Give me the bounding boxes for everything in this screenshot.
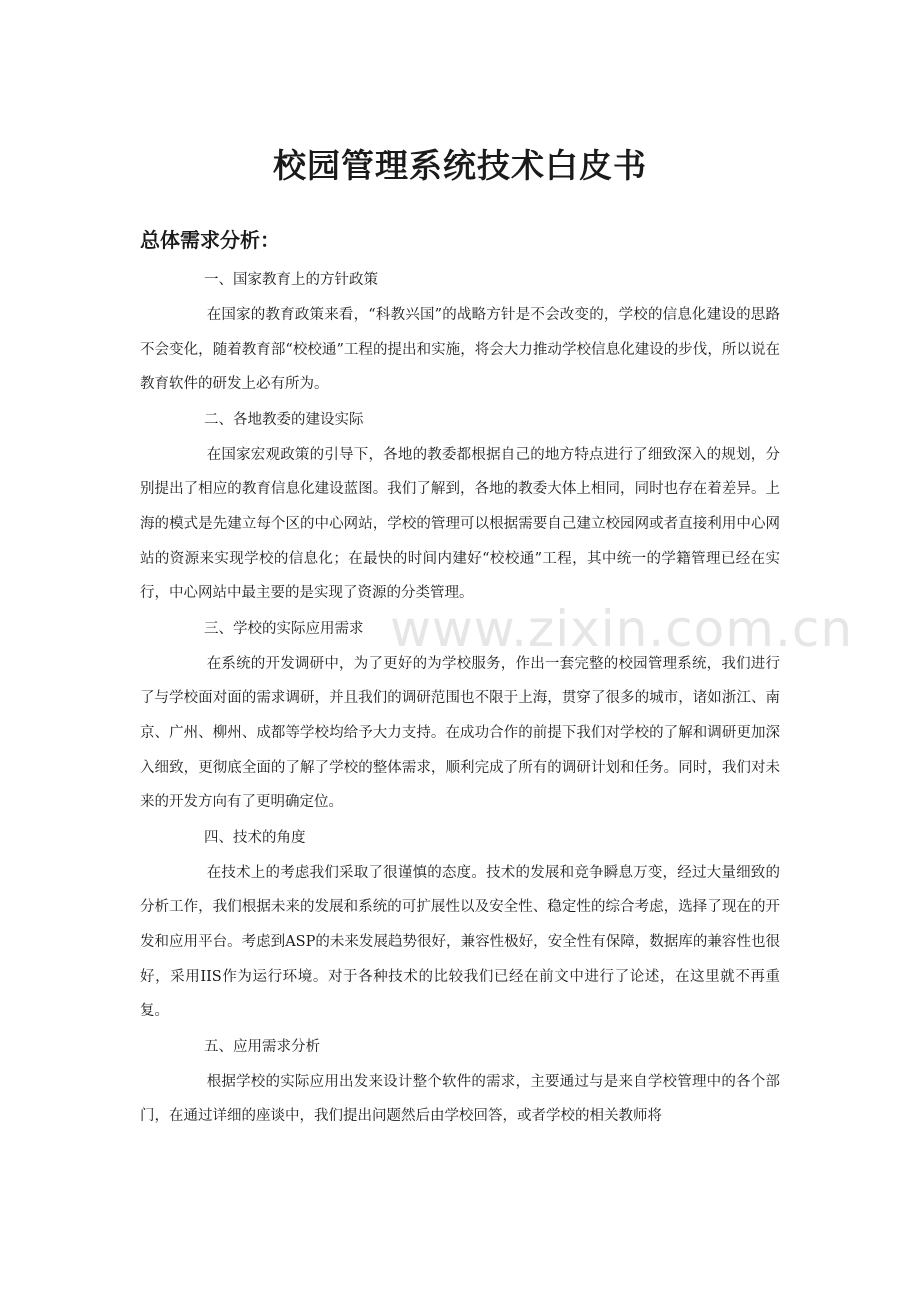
subheading-4: 四、技术的角度	[204, 829, 306, 846]
document-title: 校园管理系统技术白皮书	[273, 146, 647, 185]
subheading-1: 一、国家教育上的方针政策	[204, 272, 378, 288]
subheading-3: 三、学校的实际应用需求	[204, 620, 364, 637]
paragraph-4: 在技术上的考虑我们采取了很谨慎的态度。技术的发展和竞争瞬息万变，经过大量细致的分析工作，我们根据未来的发展和系统的可扩展性以及安全性、稳定性的综合考虑，选择了现在的开发和应用平台。考虑到ASP的未来发展趋势很好，兼容性极好，安全性有保障，数据库的兼容性也很好，采用IIS作为运行环境。对于各种技术的比较我们已经在前文中进行了论述，在这里就不再重复。	[140, 864, 780, 1020]
document-body	[140, 262, 780, 1134]
paragraph-1: 在国家的教育政策来看，“科教兴国”的战略方针是不会改变的，学校的信息化建设的思路不会变化，随着教育部“校校通”工程的提出和实施，将会大力推动学校信息化建设的步伐，所以说在教育软件的研发上必有所为。	[140, 307, 780, 393]
section-heading: 总体需求分析：	[140, 228, 280, 252]
subheading-2: 二、各地教委的建设实际	[204, 411, 364, 428]
watermark: www.zixin.com.cn	[390, 600, 854, 658]
paragraph-5: 根据学校的实际应用出发来设计整个软件的需求，主要通过与是来自学校管理中的各个部门，在通过详细的座谈中，我们提出问题然后由学校回答，或者学校的相关教师将	[140, 1073, 780, 1125]
paragraph-3: 在系统的开发调研中，为了更好的为学校服务，作出一套完整的校园管理系统，我们进行了与学校面对面的需求调研，并且我们的调研范围也不限于上海，贯穿了很多的城市，诸如浙江、南京、广州、柳州、成都等学校均给予大力支持。在成功合作的前提下我们对学校的了解和调研更加深入细致，更彻底全面的了解了学校的整体需求，顺利完成了所有的调研计划和任务。同时，我们对未来的开发方向有了更明确定位。	[140, 655, 780, 811]
subheading-5: 五、应用需求分析	[204, 1038, 320, 1055]
paragraph-2: 在国家宏观政策的引导下，各地的教委都根据自己的地方特点进行了细致深入的规划，分别提出了相应的教育信息化建设蓝图。我们了解到，各地的教委大体上相同，同时也存在着差异。上海的模式是先建立每个区的中心网站，学校的管理可以根据需要自己建立校园网或者直接利用中心网站的资源来实现学校的信息化；在最快的时间内建好“校校通”工程，其中统一的学籍管理已经在实行，中心网站中最主要的是实现了资源的分类管理。	[140, 446, 780, 602]
